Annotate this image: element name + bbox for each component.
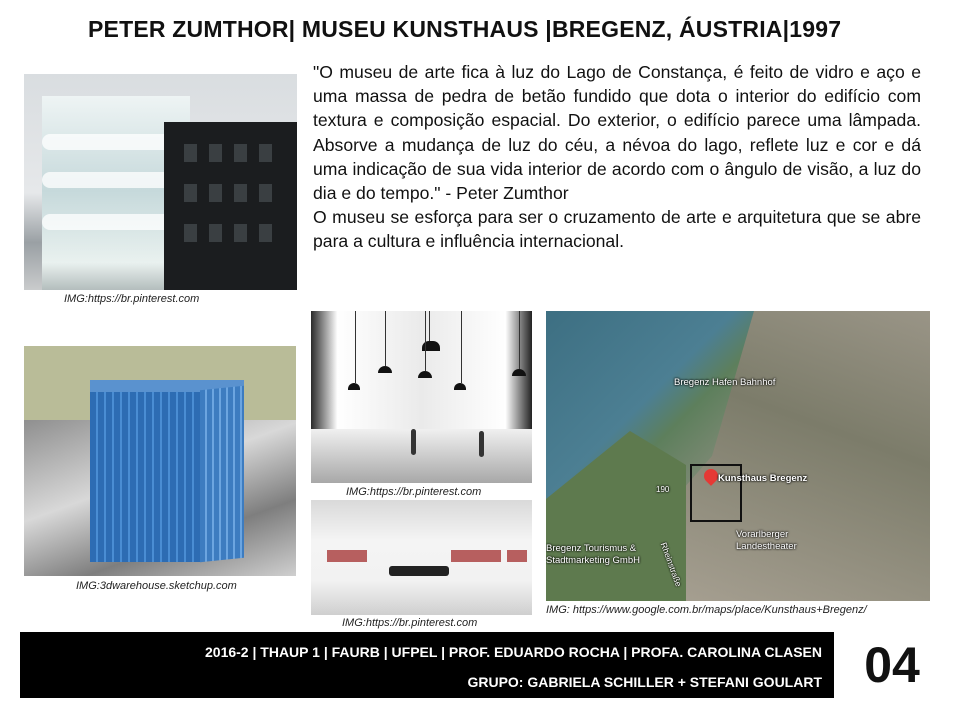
map-label-theater-2: Landestheater (736, 541, 797, 552)
page-title: PETER ZUMTHOR| MUSEU KUNSTHAUS |BREGENZ, ÁUSTRIA|1997 (88, 16, 842, 42)
map-label-tourism-2: Stadtmarketing GmbH (546, 555, 640, 566)
description-text (313, 60, 921, 254)
map-label-street: Rheinstraße (658, 541, 684, 588)
sketchup-caption: IMG:3dwarehouse.sketchup.com (76, 580, 237, 592)
artwork (327, 550, 367, 562)
page-number: 04 (864, 637, 920, 693)
map-label-harbor: Bregenz Hafen Bahnhof (674, 377, 776, 388)
interior-caption: IMG:https://br.pinterest.com (346, 486, 482, 498)
map-caption: IMG: https://www.google.com.br/maps/place/Kunsthaus+Bregenz/ (546, 604, 867, 616)
installation-object (389, 566, 449, 576)
map-label-museum: Kunsthaus Bregenz (718, 473, 808, 484)
building-model-front (90, 392, 200, 562)
building-model-side (200, 386, 244, 563)
pendant-lamp (454, 383, 466, 390)
pendant-lamp (418, 371, 432, 378)
facade-caption: IMG:https://br.pinterest.com (64, 293, 200, 305)
artwork (451, 550, 501, 562)
map-label-tourism-1: Bregenz Tourismus & (546, 543, 637, 554)
interior-photo (311, 311, 532, 483)
architect-quote: "O museu de arte fica à luz do Lago de Constança, é feito de vidro e aço e uma massa de pedra de betão fundido que dota o interior do edifício com textura e composição espacial. Do exterior, o edifício parece uma lâmpada. Absorve a mudança de luz do céu, a névoa do lago, reflete luz e cor e dá uma indicação de sua vida interior de acordo com o ângulo de visão, a luz do dia e do tempo." - Peter Zumthor (313, 62, 921, 204)
group-info: GRUPO: GABRIELA SCHILLER + STEFANI GOULART (467, 674, 822, 690)
gallery-caption: IMG:https://br.pinterest.com (342, 617, 478, 629)
course-info: 2016-2 | THAUP 1 | FAURB | UFPEL | PROF. EDUARDO ROCHA | PROFA. CAROLINA CLASEN (205, 644, 822, 660)
satellite-map (546, 311, 930, 601)
visitor-figure (411, 429, 416, 455)
footer-bar (20, 632, 834, 698)
facade-photo (24, 74, 297, 290)
pendant-lamp (512, 369, 526, 376)
artwork (507, 550, 527, 562)
visitor-figure (479, 431, 484, 457)
map-label-road: 190 (656, 485, 670, 494)
pendant-lamp (378, 366, 392, 373)
gallery-photo (311, 500, 532, 615)
map-label-theater-1: Vorarlberger (736, 529, 789, 540)
sketchup-model-image (24, 346, 296, 576)
museum-note: O museu se esforça para ser o cruzamento de arte e arquitetura que se abre para a cultura e influência internacional. (313, 207, 921, 252)
pendant-lamp (348, 383, 360, 390)
